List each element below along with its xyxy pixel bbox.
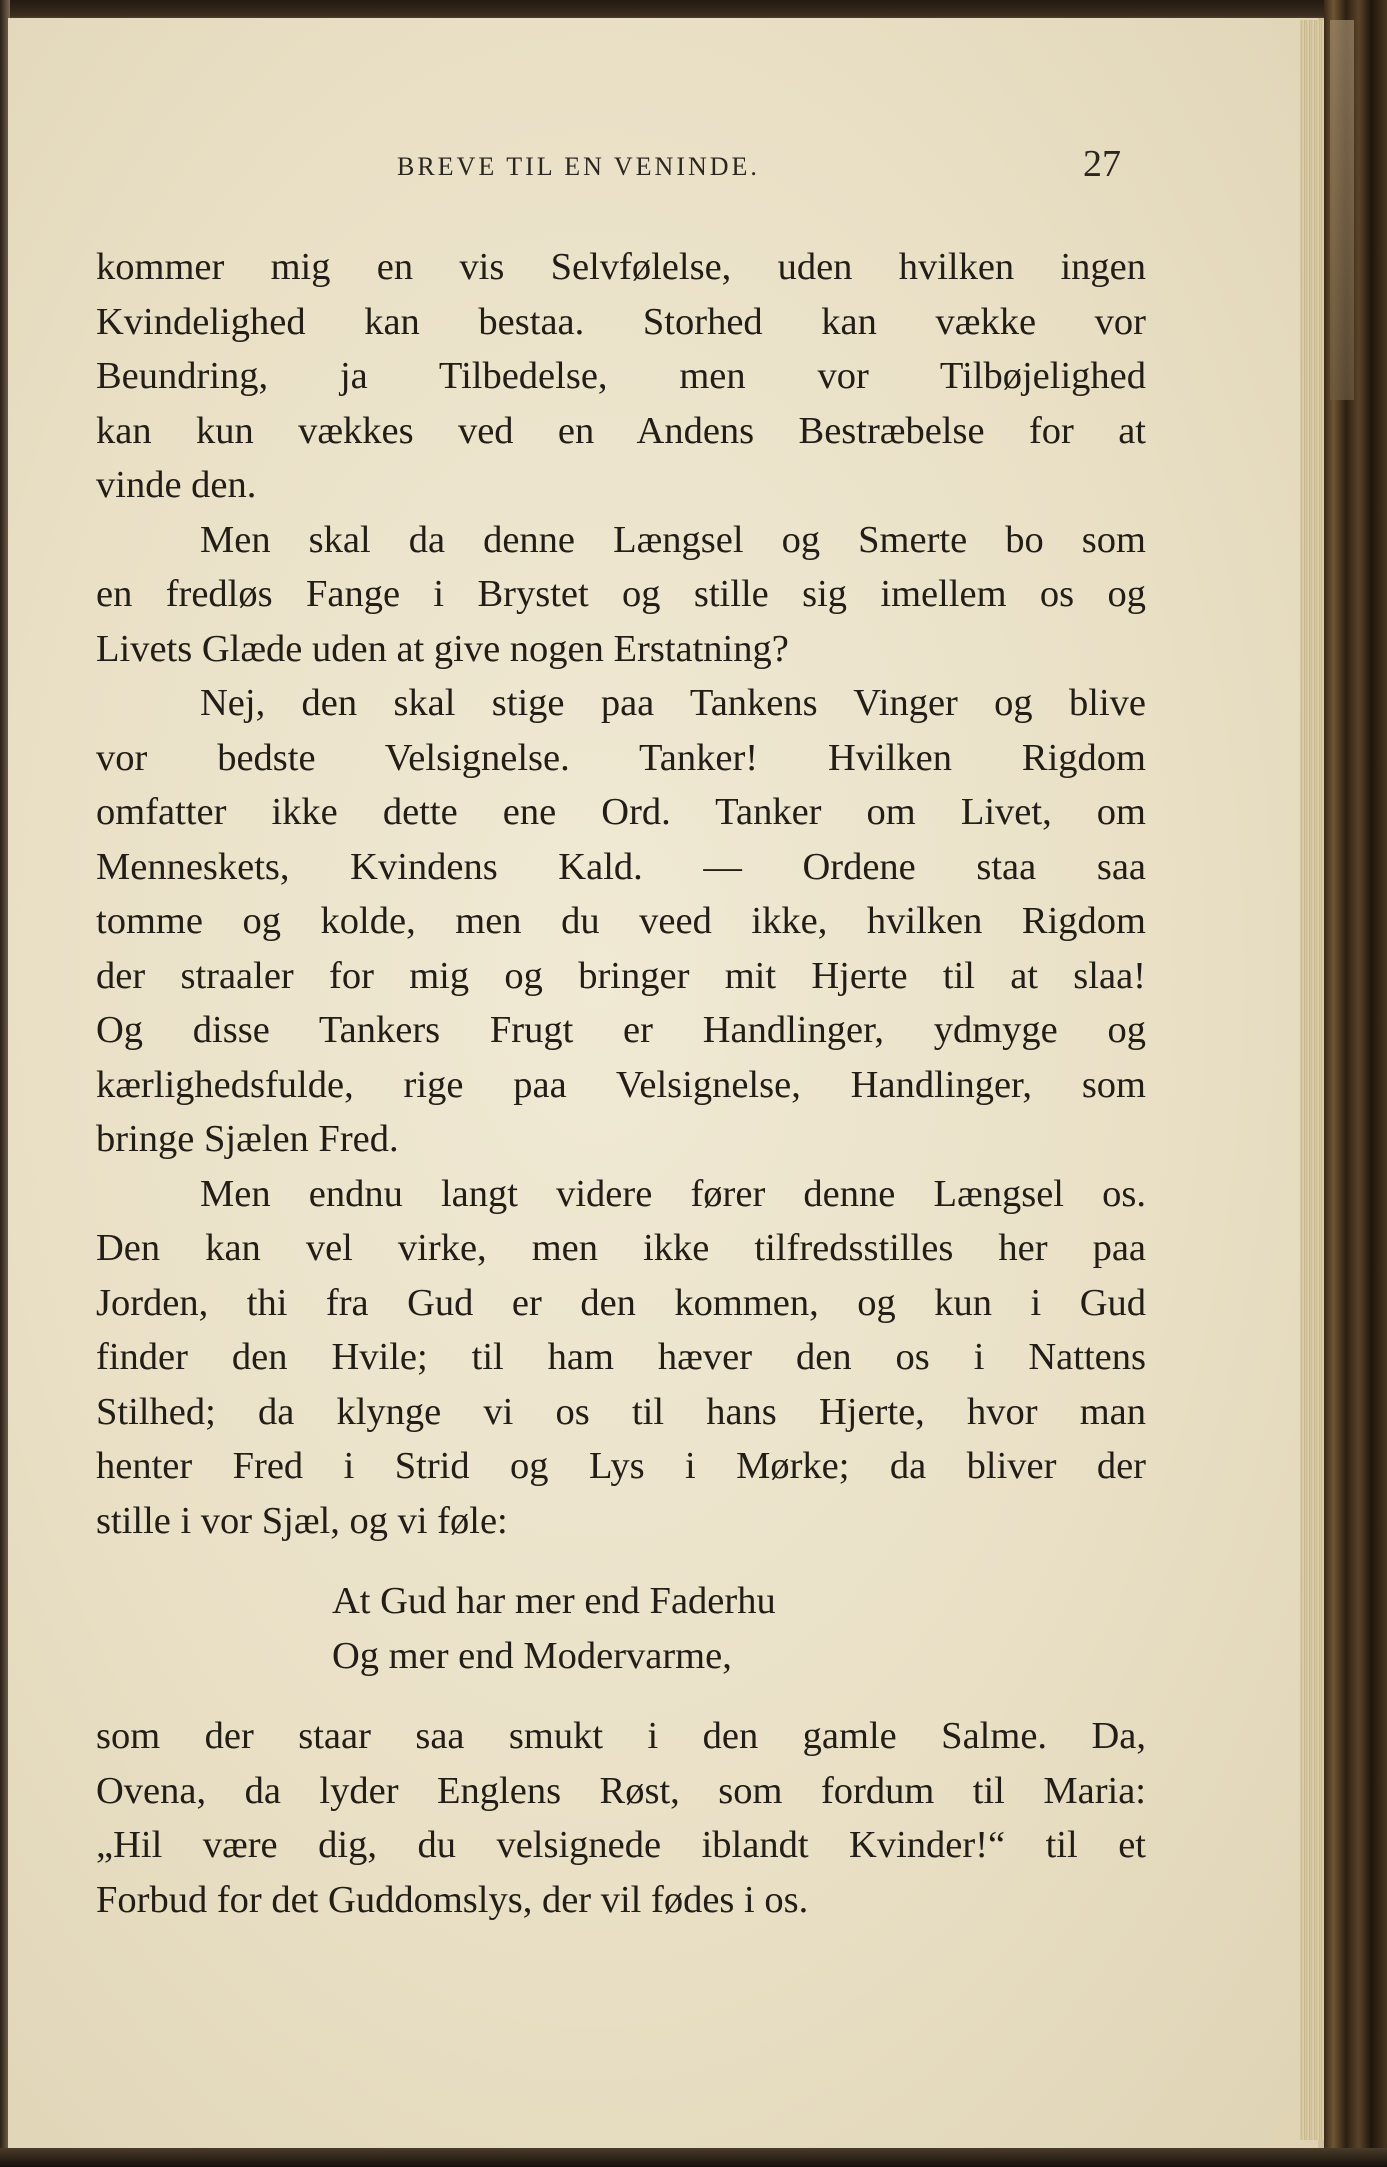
text-line: Beundring, ja Tilbedelse, men vor Tilbøjelighed [96, 355, 1146, 397]
text-line: Ovena, da lyder Englens Røst, som fordum til Maria: [96, 1769, 1146, 1812]
page-number: 27 [1083, 143, 1121, 185]
text-line: Stilhed; da klynge vi os til hans Hjerte, hvor man [96, 1390, 1146, 1433]
text-line: Livets Glæde uden at give nogen Erstatning? [96, 627, 789, 670]
text-line: bringe Sjælen Fred. [96, 1118, 399, 1160]
text-line: der straaler for mig og bringer mit Hjerte til at slaa! [96, 954, 1146, 997]
text-line: „Hil være dig, du velsignede iblandt Kvinder!“ til et [96, 1824, 1146, 1866]
text-line: omfatter ikke dette ene Ord. Tanker om Livet, om [96, 791, 1146, 833]
text-line: stille i vor Sjæl, og vi føle: [96, 1499, 508, 1542]
text-line: Og disse Tankers Frugt er Handlinger, ydmyge og [96, 1009, 1146, 1051]
running-title: BREVE TIL EN VENINDE. [397, 152, 760, 181]
text-line: Jorden, thi fra Gud er den kommen, og kun i Gud [96, 1281, 1146, 1324]
book-bottom-edge [0, 2148, 1387, 2167]
text-line: tomme og kolde, men du veed ikke, hvilken Rigdom [96, 900, 1146, 942]
text-line: Nej, den skal stige paa Tankens Vinger og blive [200, 682, 1146, 724]
body-text [96, 240, 1146, 1927]
binding-highlight [1330, 20, 1354, 400]
text-line: som der staar saa smukt i den gamle Salme. Da, [96, 1715, 1146, 1757]
text-line: en fredløs Fange i Brystet og stille sig imellem os og [96, 573, 1146, 615]
text-line: kommer mig en vis Selvfølelse, uden hvilken ingen [96, 246, 1146, 288]
text-line: henter Fred i Strid og Lys i Mørke; da bliver der [96, 1445, 1146, 1487]
verse-line: At Gud har mer end Faderhu [332, 1580, 776, 1622]
text-line: Men endnu langt videre fører denne Længsel os. [200, 1172, 1146, 1215]
text-line: Forbud for det Guddomslys, der vil fødes i os. [96, 1878, 809, 1921]
text-line: finder den Hvile; til ham hæver den os i Nattens [96, 1336, 1146, 1378]
text-line: kærlighedsfulde, rige paa Velsignelse, Handlinger, som [96, 1063, 1146, 1106]
text-line: Den kan vel virke, men ikke tilfredsstilles her paa [96, 1227, 1146, 1269]
text-line: vor bedste Velsignelse. Tanker! Hvilken Rigdom [96, 736, 1146, 779]
text-line: vinde den. [96, 464, 257, 506]
text-line: Men skal da denne Længsel og Smerte bo som [200, 518, 1146, 561]
text-line: Menneskets, Kvindens Kald. — Ordene staa saa [96, 845, 1146, 888]
text-line: kan kun vækkes ved en Andens Bestræbelse for at [96, 409, 1146, 452]
text-line: Kvindelighed kan bestaa. Storhed kan vække vor [96, 300, 1146, 343]
verse-line: Og mer end Modervarme, [332, 1634, 732, 1677]
